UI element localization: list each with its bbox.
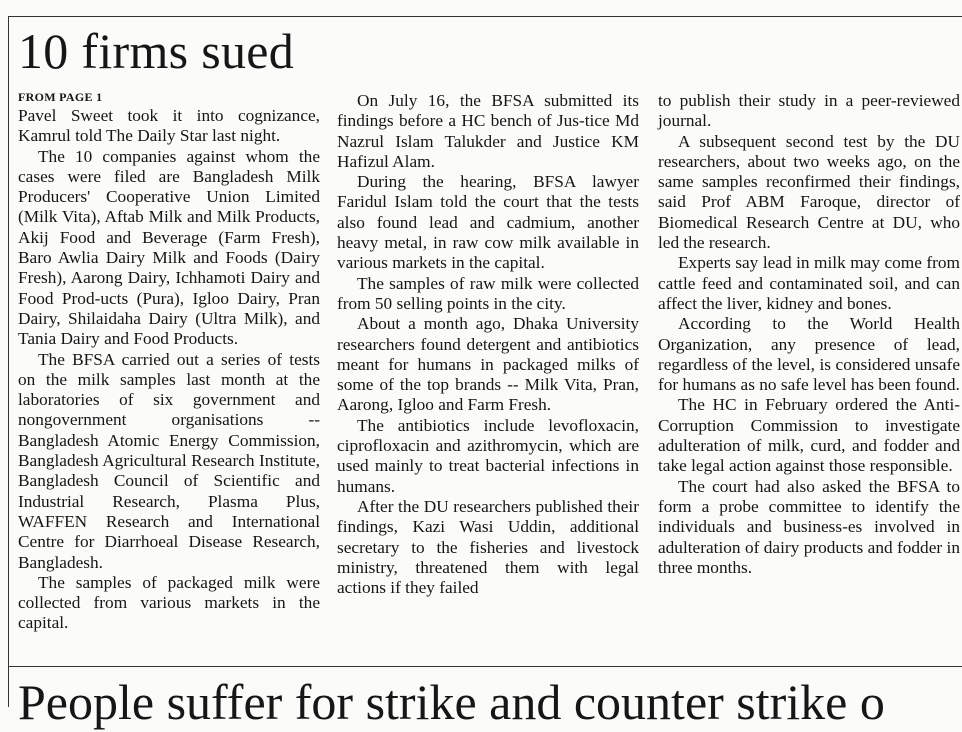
paragraph: On July 16, the BFSA submitted its findings before a HC bench of Jus-tice Md Nazrul Islam Talukder and Justice KM Hafizul Alam. — [337, 91, 639, 171]
paragraph: About a month ago, Dhaka University researchers found detergent and antibiotics meant for humans in packaged milks of some of the top brands -- Milk Vita, Pran, Aarong, Igloo and Farm Fresh. — [337, 314, 639, 415]
paragraph: The HC in February ordered the Anti-Corruption Commission to investigate adulteration of milk, curd, and fodder and take legal action against those responsible. — [658, 395, 960, 476]
paragraph: The antibiotics include levofloxacin, ciprofloxacin and azithromycin, which are used mainly to treat bacterial infections in humans. — [337, 415, 639, 496]
paragraph: Pavel Sweet took it into cognizance, Kamrul told The Daily Star last night. — [18, 106, 320, 146]
paragraph: The BFSA carried out a series of tests on the milk samples last month at the laboratories of six government and nongovernment organisations -- Bangladesh Atomic Energy Commission, Bangladesh Agricultural Research Institute, Bangladesh Council of Scientific and Industrial Research, Plasma Plus, WAFFEN Research and International Centre for Diarrhoeal Disease Research, Bangladesh. — [18, 349, 320, 572]
top-rule — [8, 16, 962, 17]
paragraph: The samples of raw milk were collected from 50 selling points in the city. — [337, 273, 639, 313]
paragraph: During the hearing, BFSA lawyer Faridul Islam told the court that the tests also found lead and cadmium, another heavy metal, in raw cow milk available in various markets in the capital. — [337, 172, 639, 273]
paragraph: to publish their study in a peer-reviewed journal. — [658, 91, 960, 131]
jump-kicker: FROM PAGE 1 — [18, 90, 103, 104]
article-column-2 — [337, 91, 639, 598]
article-headline: 10 firms sued — [18, 23, 295, 79]
left-column-rule — [8, 16, 9, 707]
paragraph: The samples of packaged milk were collected from various markets in the capital. — [18, 572, 320, 633]
paragraph: The court had also asked the BFSA to form a probe committee to identify the individuals and business-es involved in adulteration of dairy products and fodder in three months. — [658, 476, 960, 577]
section-divider — [8, 666, 962, 667]
next-article-headline: People suffer for strike and counter strike o — [18, 674, 885, 730]
article-column-3 — [658, 91, 960, 578]
article-column-1 — [18, 88, 320, 634]
paragraph: The 10 companies against whom the cases were filed are Bangladesh Milk Producers' Cooperative Union Limited (Milk Vita), Aftab Milk and Milk Products, Akij Food and Beverage (Farm Fresh), Baro Awlia Dairy Milk and Foods (Dairy Fresh), Aarong Dairy, Ichhamoti Dairy and Food Prod-ucts (Pura), Igloo Dairy, Pran Dairy, Shilaidaha Dairy (Ultra Milk), and Tania Dairy and Food Products. — [18, 146, 320, 349]
paragraph: Experts say lead in milk may come from cattle feed and contaminated soil, and can affect the liver, kidney and bones. — [658, 253, 960, 313]
paragraph: After the DU researchers published their findings, Kazi Wasi Uddin, additional secretary to the fisheries and livestock ministry, threatened them with legal actions if they failed — [337, 496, 639, 598]
paragraph: A subsequent second test by the DU researchers, about two weeks ago, on the same samples reconfirmed their findings, said Prof ABM Faroque, director of Biomedical Research Centre at DU, who led the research. — [658, 131, 960, 253]
paragraph: According to the World Health Organization, any presence of lead, regardless of the level, is considered unsafe for humans as no safe level has been found. — [658, 314, 960, 395]
